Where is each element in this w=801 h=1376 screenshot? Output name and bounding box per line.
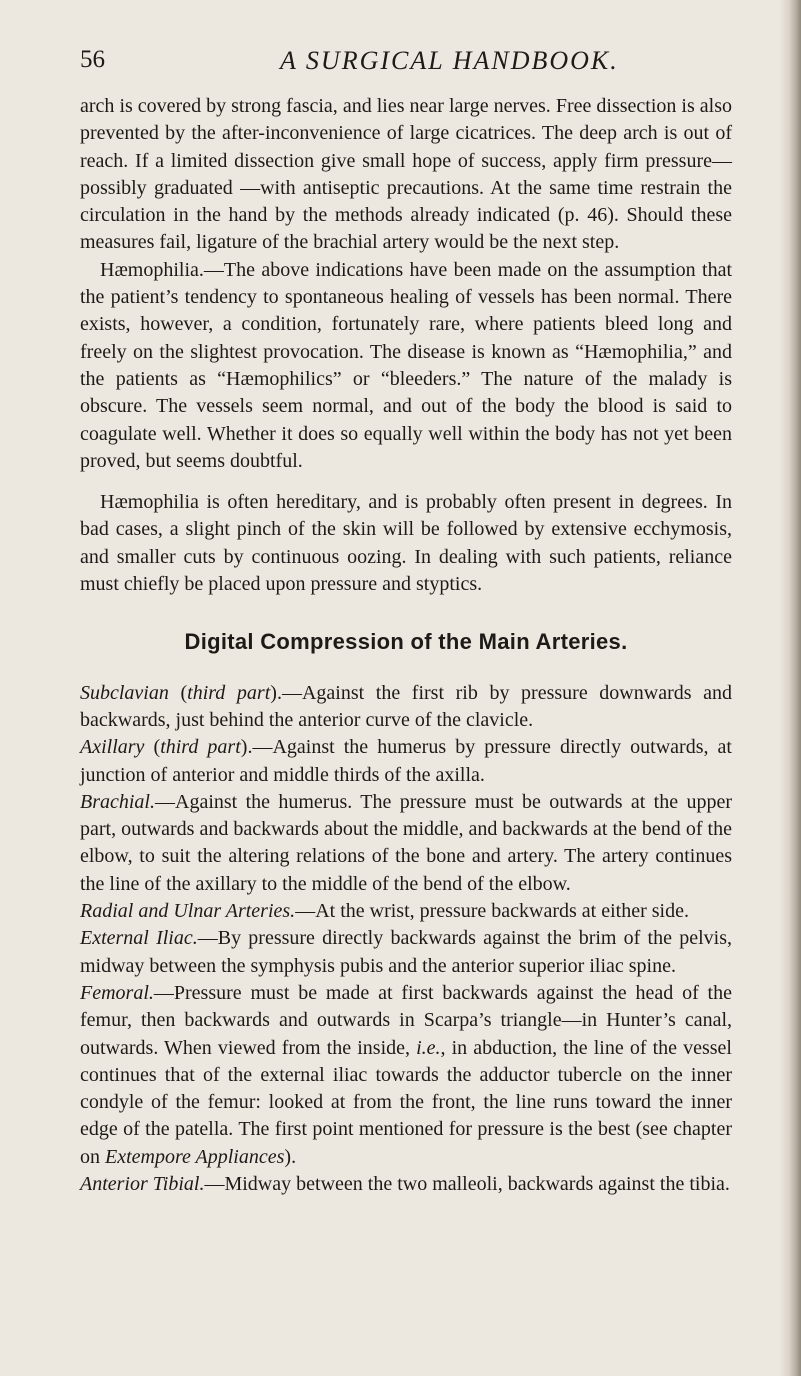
entry-brachial xyxy=(80,789,732,898)
entry-external-iliac xyxy=(80,925,732,980)
entry-chapter-ref: Extempore Appliances xyxy=(105,1145,285,1168)
entry-text: —At the wrist, pressure backwards at either side. xyxy=(295,900,689,923)
entry-text: .—Against the first rib by pressure downwards and backwards, just behind the anterior curve of the clavicle. xyxy=(80,681,732,731)
entry-abbrev: i.e. xyxy=(416,1036,441,1059)
entry-term: Anterior Tibial. xyxy=(80,1172,205,1195)
entry-term: Brachial. xyxy=(80,790,155,813)
intro-paragraph: arch is covered by strong fascia, and lies near large nerves. Free dissection is also prevented by the after-inconvenience of large cicatrices. The deep arch is out of reach. If a limited dissection give small hope of success, apply firm pressure—possibly graduated —with antiseptic precautions. At the same time restrain the circulation in the hand by the methods already indicated (p. 46). Should these measures fail, ligature of the brachial artery would be the next step. xyxy=(80,95,732,254)
haemophilia-term: Hæmophilia. xyxy=(100,258,204,281)
entry-text: —Pressure must be made at first backwards against the head of the femur, then backwards and outwards in Scarpa’s triangle—in Hunter’s canal, outwards. When viewed from the inside, xyxy=(80,981,732,1059)
entry-radial-ulnar xyxy=(80,898,732,925)
body-text xyxy=(80,93,732,1198)
entry-term: Axillary xyxy=(80,736,145,759)
haemophilia-paragraph xyxy=(80,257,732,475)
page-edge-shadow xyxy=(779,0,801,1376)
section-heading: Digital Compression of the Main Arteries. xyxy=(184,629,628,655)
entry-term: Radial and Ulnar Arteries. xyxy=(80,900,296,923)
haemophilia-note-paragraph: Hæmophilia is often hereditary, and is probably often present in degrees. In bad cases, a slight pinch of the skin will be followed by extensive ecchymosis, and smaller cuts by continuous oozing. In dealing with such patients, reliance must chiefly be placed upon pressure and styptics. xyxy=(80,491,732,596)
entry-term: Femoral. xyxy=(80,981,154,1004)
page-header xyxy=(80,46,720,80)
entry-anterior-tibial xyxy=(80,1171,732,1198)
entry-subterm: third part xyxy=(160,736,241,759)
paragraph-gap xyxy=(80,475,732,489)
entry-subclavian: Subclavian (third part).—Against the first rib by pressure downwards and backwards, just behind the anterior curve of the clavicle. xyxy=(80,681,732,731)
entry-term: Subclavian xyxy=(80,681,169,704)
entry-femoral xyxy=(80,980,732,1171)
entry-axillary: Axillary (third part).—Against the humerus by pressure directly outwards, at junction of anterior and middle thirds of the axilla. xyxy=(80,736,732,786)
entry-term: External Iliac. xyxy=(80,927,198,950)
entry-text: .—Against the humerus by pressure directly outwards, at junction of anterior and middle thirds of the axilla. xyxy=(80,736,732,786)
entry-subterm: third part xyxy=(187,681,271,704)
running-title: A SURGICAL HANDBOOK. xyxy=(280,46,619,75)
entry-text: —Midway between the two malleoli, backwards against the tibia. xyxy=(204,1172,730,1195)
haemophilia-text: —The above indications have been made on the assumption that the patient’s tendency to spontaneous healing of vessels has been normal. There exists, however, a condition, fortunately rare, where patients bleed long and freely on the slightest provocation. The disease is known as “Hæmophilia,” and the patients as “Hæmophilics” or “bleeders.” The nature of the malady is obscure. The vessels seem normal, and out of the body the blood is said to coagulate well. Whether it does so equally well within the body has not yet been proved, but seems doubtful. xyxy=(80,258,732,472)
entry-text: , in abduction, the line of the vessel continues that of the external iliac towards the adductor tubercle on the inner condyle of the femur: looked at from the front, the line runs toward the inner edge of the patella. The first point mentioned for pressure is the best (see chapter on xyxy=(80,1036,732,1168)
entry-text: ). xyxy=(284,1145,297,1168)
entry-text: —By pressure directly backwards against the brim of the pelvis, midway between the symphysis pubis and the anterior superior iliac spine. xyxy=(80,927,732,977)
page-number: 56 xyxy=(80,46,105,73)
entry-text: —Against the humerus. The pressure must be outwards at the upper part, outwards and backwards about the middle, and backwards at the bend of the elbow, to suit the altering relations of the bone and artery. The artery continues the line of the axillary to the middle of the bend of the elbow. xyxy=(80,790,732,895)
